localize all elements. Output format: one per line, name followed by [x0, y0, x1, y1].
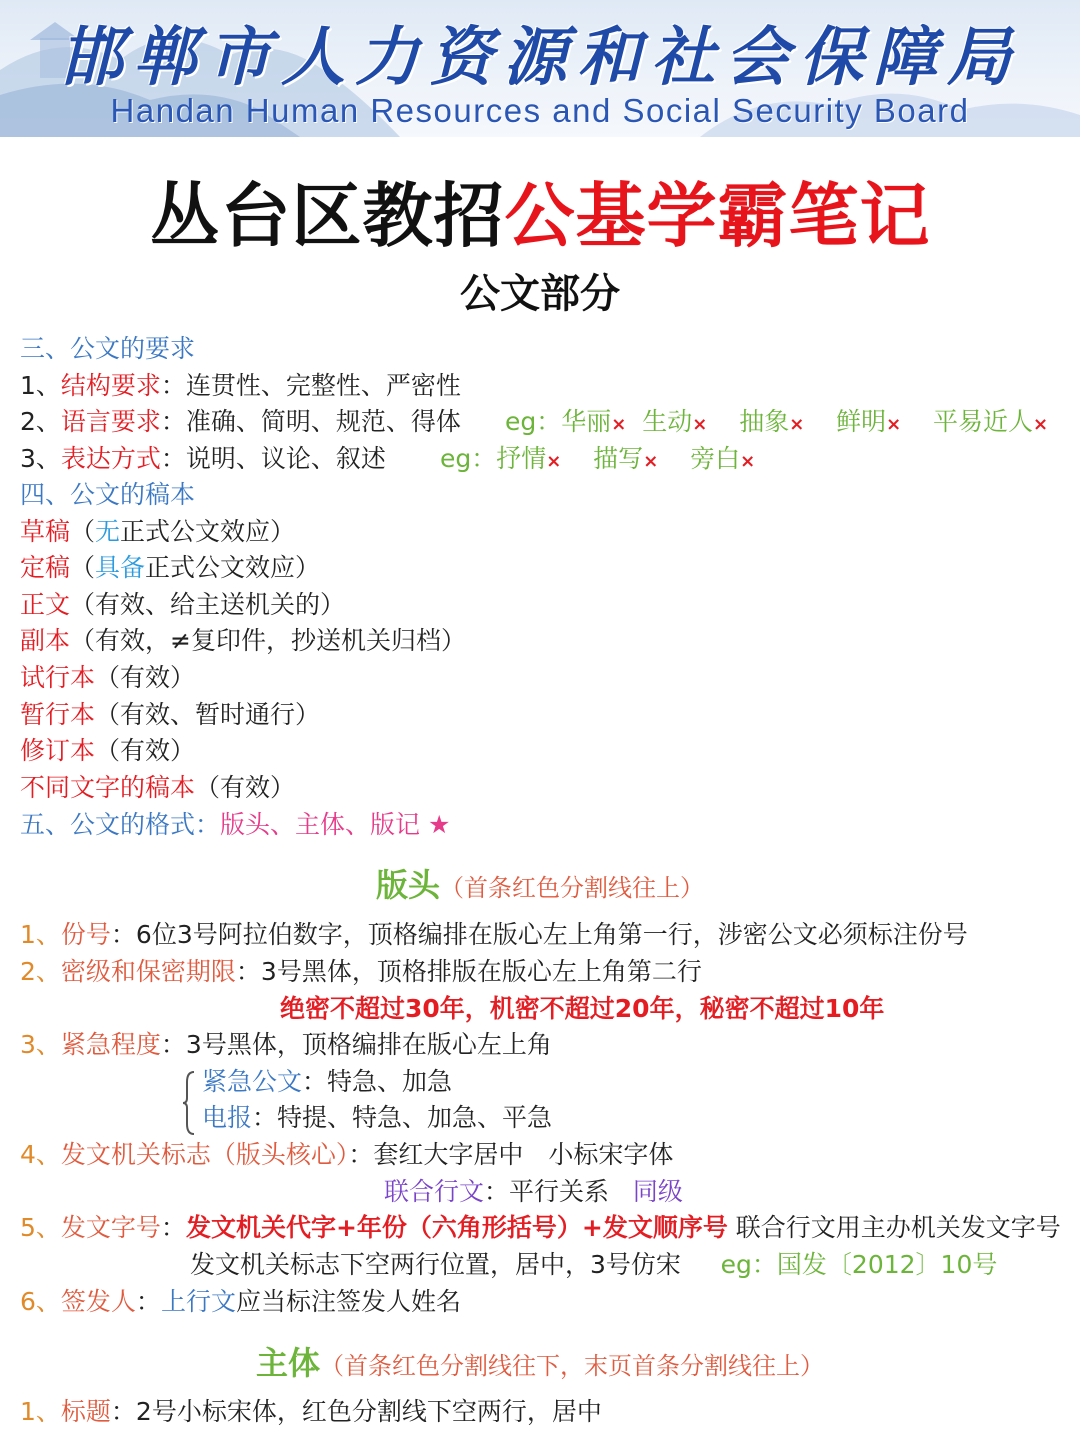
row-text: 正式公文效应）: [120, 517, 296, 546]
row-number: 1、: [20, 920, 61, 949]
paren: （: [70, 517, 96, 546]
row-label: 发文字号: [60, 1213, 161, 1242]
eg-item: 生动: [642, 407, 693, 436]
row-label: 签发人: [60, 1287, 136, 1316]
title-red-part: 公基学霸笔记: [504, 175, 931, 257]
title-row: [20, 1395, 602, 1429]
eg-item: 抒情: [496, 444, 547, 473]
row-number: 6、: [20, 1287, 61, 1316]
page-title: [0, 160, 1080, 261]
language-examples: [505, 405, 1048, 442]
row-text: ：6位3号阿拉伯数字，顶格编排在版心左上角第一行，涉密公文必须标注份号: [110, 920, 968, 949]
zhuti-heading: [0, 1338, 1080, 1384]
row-label: 正文: [20, 590, 71, 619]
bantou-heading: [0, 860, 1080, 906]
section-4-heading: 四、公文的稿本: [20, 480, 196, 509]
urgency-row: [20, 1028, 552, 1062]
row-label: 密级和保密期限: [60, 957, 236, 986]
row-label: 副本: [20, 626, 71, 655]
req-expression-row: [20, 442, 386, 476]
format-parts: 版头、主体、版记: [220, 810, 421, 839]
expression-examples: [440, 442, 755, 479]
eg-item: 抽象: [739, 407, 790, 436]
row-text: （有效）: [95, 663, 196, 692]
row-number: 1、: [20, 1397, 61, 1426]
star-icon: ★: [427, 810, 451, 839]
section-5-heading: [20, 808, 450, 842]
row-text: 应当标注签发人姓名: [235, 1287, 461, 1316]
cross-icon: ×: [546, 451, 562, 472]
page-subtitle: 公文部分: [460, 271, 620, 317]
classification-row: [20, 955, 702, 989]
copy-row: [20, 624, 466, 658]
row-label: 紧急公文: [202, 1067, 303, 1096]
row-text: 发文机关标志下空两行位置，居中，3号仿宋: [190, 1250, 681, 1279]
row-label: 语言要求: [60, 407, 161, 436]
row-text: （有效，≠复印件，抄送机关归档）: [70, 626, 466, 655]
colon: ：: [135, 1287, 161, 1316]
signer-row: [20, 1285, 461, 1319]
cross-icon: ×: [1033, 414, 1049, 435]
row-text: ：2号小标宋体，红色分割线下空两行，居中: [110, 1397, 602, 1426]
doc-number-row: [20, 1211, 1061, 1245]
section-3-heading: 三、公文的要求: [20, 334, 196, 363]
original-row: [20, 588, 345, 622]
cross-icon: ×: [643, 451, 659, 472]
cross-icon: ×: [789, 414, 805, 435]
row-text: （有效）: [195, 773, 296, 802]
row-label: 联合行文: [384, 1177, 485, 1206]
interim-row: [20, 698, 320, 732]
eg-label: eg：: [720, 1250, 777, 1279]
highlight: 无: [95, 517, 121, 546]
eg-item: 平易近人: [933, 407, 1034, 436]
colon: ：: [160, 1213, 186, 1242]
row-label: 份号: [60, 920, 111, 949]
row-label: 结构要求: [60, 371, 161, 400]
eg-value: 国发〔2012〕10号: [776, 1250, 998, 1279]
cross-icon: ×: [886, 414, 902, 435]
bureau-title-cn: 邯郸市人力资源和社会保障局: [59, 20, 1021, 95]
row-label: 电报: [202, 1103, 253, 1132]
cross-icon: ×: [611, 414, 627, 435]
row-number: 5、: [20, 1213, 61, 1242]
doc-number-position-row: [190, 1248, 997, 1282]
issuer-mark-row: [20, 1138, 673, 1172]
row-text: （有效）: [95, 736, 196, 765]
doc-number-formula: 发文机关代字+年份（六角形括号）+发文顺序号: [185, 1213, 728, 1242]
section-note: （首条红色分割线往上）: [440, 874, 704, 902]
row-number: 2、: [20, 407, 61, 436]
header-banner: [0, 0, 1080, 137]
paren: （: [70, 553, 96, 582]
bureau-title-en: Handan Human Resources and Social Security Board: [110, 92, 970, 129]
row-text: ：连贯性、完整性、严密性: [160, 371, 461, 400]
eg-item: 描写: [593, 444, 644, 473]
row-text: ：特急、加急: [302, 1067, 453, 1096]
req-language-row: [20, 405, 461, 439]
row-label: 定稿: [20, 553, 71, 582]
draft-row: [20, 515, 295, 549]
trial-row: [20, 661, 195, 695]
eg-label: eg：: [440, 444, 497, 473]
curly-brace-icon: [182, 1070, 196, 1136]
row-number: 4、: [20, 1140, 61, 1169]
row-label: 标题: [60, 1397, 111, 1426]
row-text: ：套红大字居中 小标宋字体: [348, 1140, 674, 1169]
row-text: 联合行文用主办机关发文字号: [735, 1213, 1061, 1242]
section-title: 主体: [255, 1344, 320, 1382]
row-text: （有效、暂时通行）: [95, 700, 321, 729]
eg-item: 华丽: [561, 407, 612, 436]
eg-label: eg：: [505, 407, 562, 436]
row-text: ：说明、议论、叙述: [160, 444, 386, 473]
copy-number-row: [20, 918, 968, 952]
row-label: 试行本: [20, 663, 96, 692]
row-number: 2、: [20, 957, 61, 986]
eg-item: 鲜明: [836, 407, 887, 436]
row-label: 草稿: [20, 517, 71, 546]
row-label: 暂行本: [20, 700, 96, 729]
urgent-doc-row: [202, 1065, 452, 1099]
other-language-row: [20, 771, 295, 805]
revised-row: [20, 734, 195, 768]
secrecy-limits-note: 绝密不超过30年，机密不超过20年，秘密不超过10年: [280, 994, 885, 1023]
row-number: 3、: [20, 444, 61, 473]
row-label: 发文机关标志（版头核心）: [60, 1140, 349, 1169]
row-text: ：准确、简明、规范、得体: [160, 407, 461, 436]
eg-item: 旁白: [690, 444, 741, 473]
req-structure-row: [20, 369, 461, 403]
title-black-part: 丛台区教招: [149, 175, 505, 257]
row-label: 修订本: [20, 736, 96, 765]
row-number: 3、: [20, 1030, 61, 1059]
row-text: ：3号黑体，顶格编排在版心左上角: [160, 1030, 552, 1059]
section-note: （首条红色分割线往下，末页首条分割线往上）: [320, 1352, 824, 1380]
row-label: 表达方式: [60, 444, 161, 473]
cross-icon: ×: [740, 451, 756, 472]
highlight: 同级: [632, 1177, 683, 1206]
row-text: 正式公文效应）: [145, 553, 321, 582]
joint-issue-row: [384, 1175, 683, 1209]
row-text: ：3号黑体，顶格排版在版心左上角第二行: [235, 957, 702, 986]
row-number: 1、: [20, 371, 61, 400]
highlight: 具备: [95, 553, 146, 582]
telegram-row: [202, 1101, 552, 1135]
row-label: 紧急程度: [60, 1030, 161, 1059]
row-text: ：平行关系: [484, 1177, 610, 1206]
highlight: 上行文: [160, 1287, 236, 1316]
final-draft-row: [20, 551, 320, 585]
row-text: ：特提、特急、加急、平急: [252, 1103, 553, 1132]
row-label: 不同文字的稿本: [20, 773, 196, 802]
section-title: 版头: [375, 866, 440, 904]
heading-text: 五、公文的格式：: [20, 810, 221, 839]
cross-icon: ×: [692, 414, 708, 435]
row-text: （有效、给主送机关的）: [70, 590, 346, 619]
